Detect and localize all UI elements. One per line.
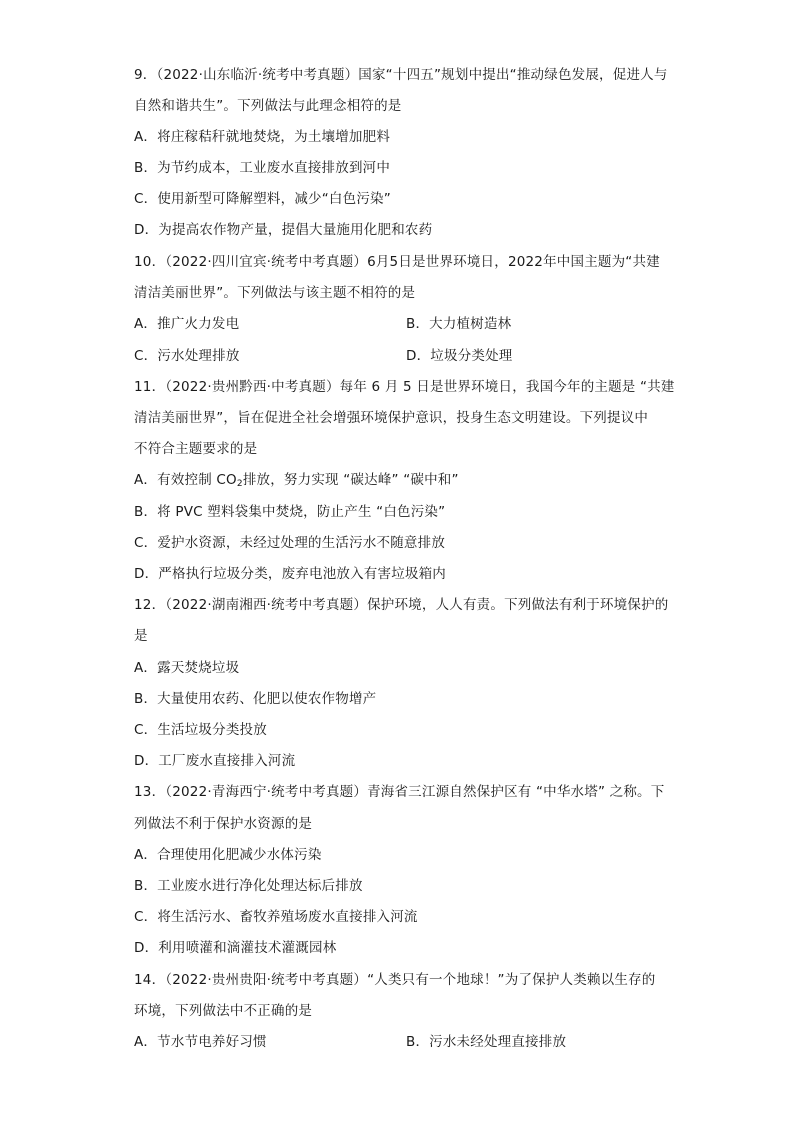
co2-subscript: 2 bbox=[236, 479, 243, 489]
question-12-option-b: B．大量使用农药、化肥以使农作物增产 bbox=[134, 691, 377, 707]
question-11-option-a bbox=[134, 470, 459, 490]
question-14-option-a: A．节水节电养好习惯 bbox=[134, 1034, 267, 1050]
question-13-stem-line-1: 13．（2022·青海西宁·统考中考真题）青海省三江源自然保护区有 “中华水塔” 之称。下 bbox=[134, 784, 665, 800]
question-14-stem-line-2: 环境，下列做法中不正确的是 bbox=[134, 1003, 313, 1019]
question-10-option-b: B．大力植树造林 bbox=[406, 316, 512, 332]
question-12-stem-line-1: 12．（2022·湖南湘西·统考中考真题）保护环境，人人有责。下列做法有利于环境保护的 bbox=[134, 597, 669, 613]
question-9-option-a: A．将庄稼秸秆就地焚烧，为土壤增加肥料 bbox=[134, 129, 391, 145]
question-10-stem-line-1: 10．（2022·四川宜宾·统考中考真题）6月5日是世界环境日，2022年中国主题为“共建 bbox=[134, 254, 660, 270]
question-9-option-d: D．为提高农作物产量，提倡大量施用化肥和农药 bbox=[134, 222, 433, 238]
question-9-stem-line-1: 9．（2022·山东临沂·统考中考真题）国家“十四五”规划中提出“推动绿色发展，促进人与 bbox=[134, 67, 668, 83]
question-14-option-b: B．污水未经处理直接排放 bbox=[406, 1034, 567, 1050]
question-9-option-b: B．为节约成本，工业废水直接排放到河中 bbox=[134, 160, 391, 176]
question-12-option-a: A．露天焚烧垃圾 bbox=[134, 660, 240, 676]
question-11-stem-line-1: 11．（2022·贵州黔西·中考真题）每年 6 月 5 日是世界环境日，我国今年的主题是 “共建 bbox=[134, 379, 675, 395]
question-13-option-d: D．利用喷灌和滴灌技术灌溉园林 bbox=[134, 940, 337, 956]
question-13-option-c: C．将生活污水、畜牧养殖场废水直接排入河流 bbox=[134, 909, 418, 925]
question-12-option-d: D．工厂废水直接排入河流 bbox=[134, 753, 296, 769]
question-13-stem-line-2: 列做法不利于保护水资源的是 bbox=[134, 816, 313, 832]
question-14-stem-line-1: 14．（2022·贵州贵阳·统考中考真题）“人类只有一个地球！”为了保护人类赖以生存的 bbox=[134, 972, 656, 988]
question-11-option-d: D．严格执行垃圾分类，废弃电池放入有害垃圾箱内 bbox=[134, 566, 446, 582]
question-13-option-b: B．工业废水进行净化处理达标后排放 bbox=[134, 878, 363, 894]
question-9-stem-line-2: 自然和谐共生”。下列做法与此理念相符的是 bbox=[134, 98, 402, 114]
question-10-option-c: C．污水处理排放 bbox=[134, 348, 240, 364]
question-12-option-c: C．生活垃圾分类投放 bbox=[134, 722, 267, 738]
question-10-stem-line-2: 清洁美丽世界”。下列做法与该主题不相符的是 bbox=[134, 285, 416, 301]
question-11-option-a-suffix: 排放，努力实现 “碳达峰” “碳中和” bbox=[242, 472, 459, 488]
question-11-option-a-prefix: A．有效控制 CO bbox=[134, 472, 237, 488]
question-11-stem-line-3: 不符合主题要求的是 bbox=[134, 441, 258, 457]
question-10-option-d: D．垃圾分类处理 bbox=[406, 348, 513, 364]
question-12-stem-line-2: 是 bbox=[134, 628, 148, 644]
question-11-stem-line-2: 清洁美丽世界”，旨在促进全社会增强环境保护意识，投身生态文明建设。下列提议中 bbox=[134, 410, 649, 426]
question-10-option-a: A．推广火力发电 bbox=[134, 316, 240, 332]
question-9-option-c: C．使用新型可降解塑料，减少“白色污染” bbox=[134, 191, 391, 207]
question-13-option-a: A．合理使用化肥减少水体污染 bbox=[134, 847, 322, 863]
question-11-option-c: C．爱护水资源，未经过处理的生活污水不随意排放 bbox=[134, 535, 446, 551]
question-11-option-b: B．将 PVC 塑料袋集中焚烧，防止产生 “白色污染” bbox=[134, 504, 446, 520]
